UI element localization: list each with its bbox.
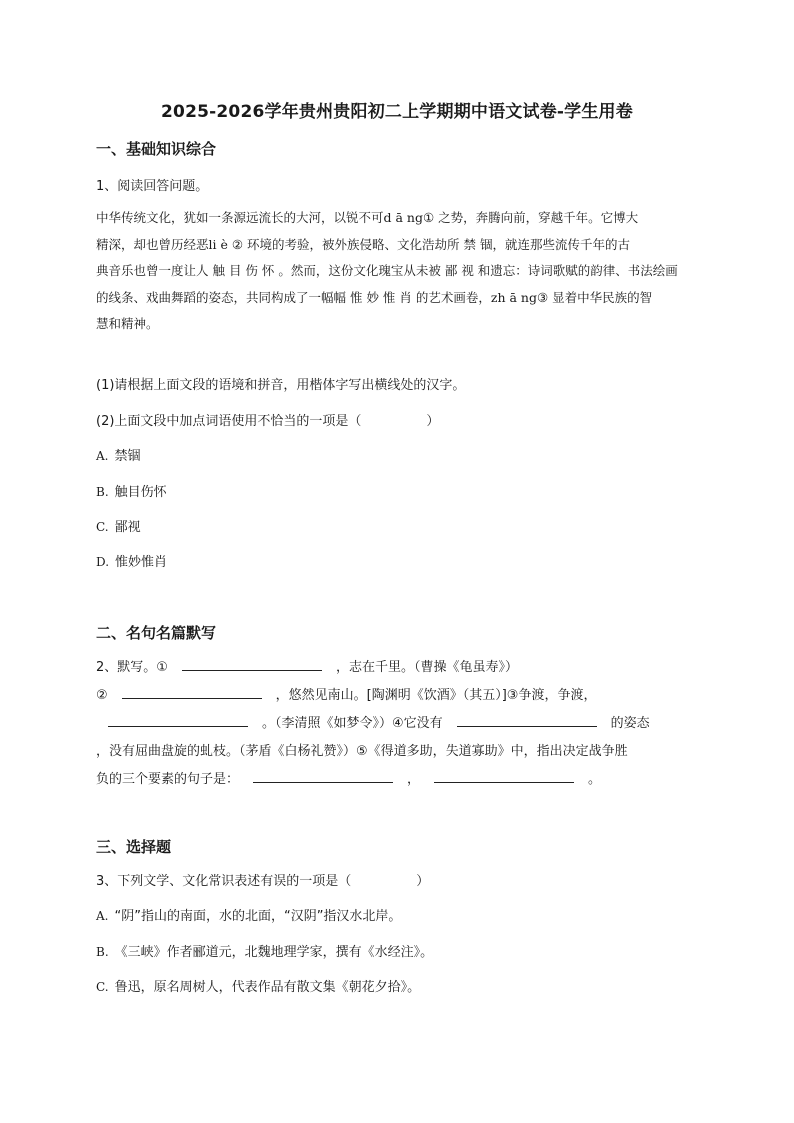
choice-b[interactable] <box>96 481 167 500</box>
recitation-blank-1[interactable] <box>182 658 322 671</box>
section-heading-basics: 一、基础知识综合 <box>96 140 217 158</box>
choice-label: C. <box>96 980 109 994</box>
page-title: 2025-2026学年贵州贵阳初二上学期期中语文试卷-学生用卷 <box>161 102 633 122</box>
recitation-blank-3[interactable] <box>108 714 248 727</box>
reading-passage <box>96 205 702 338</box>
choice-label: B. <box>96 945 109 959</box>
recitation-blank-4[interactable] <box>457 714 597 727</box>
question-3: 3、下列文学、文化常识表述有误的一项是（ ） <box>96 874 430 889</box>
section-heading-recitation: 二、名句名篇默写 <box>96 624 217 642</box>
passage-line-4: 的线条、戏曲舞蹈的姿态，共同构成了一幅幅 惟 妙 惟 肖 的艺术画卷，zh ā ng③ 显着中华民族的智 <box>96 289 653 305</box>
passage-line-1: 中华传统文化，犹如一条源远流长的大河，以锐不可d ā ng① 之势，奔腾向前，穿越千年。它博大 <box>96 210 639 225</box>
recitation-row-4: ，没有屈曲盘旋的虬枝。（茅盾《白杨礼赞》）⑤《得道多助，失道寡助》中，指出决定战争胜 <box>96 744 628 759</box>
question-1-intro: 1、阅读回答问题。 <box>96 179 209 194</box>
recitation-row-3: 。（李清照《如梦令》）④它没有 的姿态 <box>96 712 716 731</box>
passage-line-2: 精深，却也曾历经恶li è ② 环境的考验，被外族侵略、文化浩劫所 禁 锢，就连那些流传千年的古 <box>96 236 630 252</box>
recitation-row-2: ② ，悠然见南山。[陶渊明《饮酒》（其五）]③争渡，争渡， <box>96 688 597 703</box>
choice-label: B. <box>96 485 109 499</box>
choice-label: C. <box>96 520 109 534</box>
sub-question-1: (1)请根据上面文段的语境和拼音，用楷体字写出横线处的汉字。 <box>96 378 466 393</box>
section-heading-choice: 三、选择题 <box>96 838 172 856</box>
passage-line-5: 慧和精神。 <box>96 316 159 331</box>
choice-text: 鲁迅，原名周树人，代表作品有散文集《朝花夕拾》。 <box>114 980 421 995</box>
choice-label: A. <box>96 909 109 923</box>
choice-3a[interactable] <box>96 905 401 924</box>
choice-d[interactable] <box>96 551 167 570</box>
choice-a[interactable] <box>96 445 141 464</box>
recitation-blank-5[interactable] <box>253 770 393 783</box>
choice-text: 《三峡》作者郦道元，北魏地理学家，撰有《水经注》。 <box>114 945 434 960</box>
sub-question-2: (2)上面文段中加点词语使用不恰当的一项是（ ） <box>96 414 440 429</box>
choice-text: 鄙视 <box>114 520 141 535</box>
choice-text: 惟妙惟肖 <box>115 555 168 570</box>
recitation-row-1: 2、默写。① ，志在千里。（曹操《龟虽寿》） <box>96 660 518 675</box>
choice-3b[interactable] <box>96 941 433 960</box>
recitation-blank-6[interactable] <box>434 770 574 783</box>
choice-text: 触目伤怀 <box>114 485 167 500</box>
choice-text: “阴”指山的南面，水的北面，“汉阴”指汉水北岸。 <box>114 909 402 924</box>
choice-3c[interactable] <box>96 976 420 995</box>
choice-c[interactable] <box>96 516 141 535</box>
choice-label: D. <box>96 555 110 569</box>
choice-label: A. <box>96 449 109 463</box>
recitation-blank-2[interactable] <box>122 686 262 699</box>
choice-text: 禁锢 <box>114 449 141 464</box>
passage-line-3: 典音乐也曾一度让人 触 目 伤 怀 。然而，这份文化瑰宝从未被 鄙 视 和遗忘：诗词歌赋的韵律、书法绘画 <box>96 263 678 278</box>
recitation-row-5: 负的三个要素的句子是： ， 。 <box>96 772 602 787</box>
